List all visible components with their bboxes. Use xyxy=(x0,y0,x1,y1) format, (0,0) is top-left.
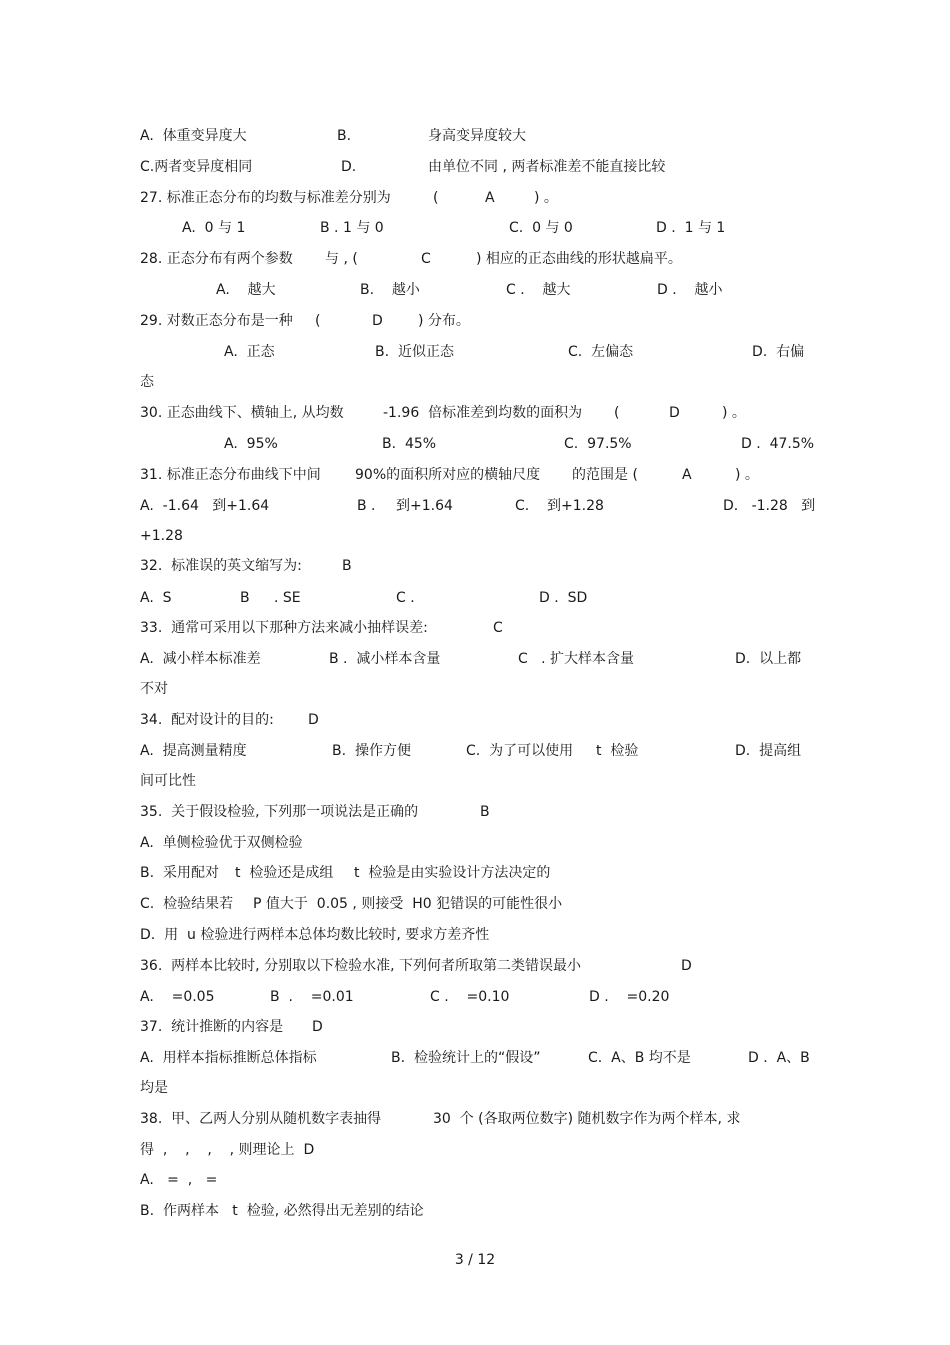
text-line-18-seg-1: A. 减小样本标准差 xyxy=(140,651,261,667)
text-line-2-seg-2: D. xyxy=(341,159,357,175)
text-line-7-seg-4: ) 分布。 xyxy=(418,313,470,329)
text-line-12-seg-4: A xyxy=(682,467,692,483)
text-line-15-seg-1: 32. 标准误的英文缩写为: xyxy=(140,558,302,574)
text-line-16-seg-5: D . SD xyxy=(539,590,588,606)
text-line-25-seg-2: t 检验还是成组 xyxy=(235,865,334,881)
text-line-30-seg-2: D xyxy=(312,1019,323,1035)
text-line-10-seg-1: 30. 正态曲线下、横轴上, 从均数 xyxy=(140,405,344,421)
text-line-13-seg-1: A. -1.64 到+1.64 xyxy=(140,498,270,514)
text-line-31-seg-4: D . A、B xyxy=(748,1050,810,1066)
text-line-5-seg-1: 28. 正态分布有两个参数 xyxy=(140,251,293,267)
text-line-36-seg-1: B. 作两样本 t 检验, 必然得出无差别的结论 xyxy=(140,1203,424,1219)
text-line-8-seg-4: D. 右偏 xyxy=(752,344,805,360)
text-line-1-seg-1: A. 体重变异度大 xyxy=(140,128,247,144)
text-line-11-seg-4: D . 47.5% xyxy=(741,436,815,452)
text-line-15-seg-2: B xyxy=(342,558,352,574)
text-line-16-seg-2: B xyxy=(240,590,250,606)
text-line-5-seg-3: C xyxy=(421,251,431,267)
text-line-23-seg-2: B xyxy=(480,804,490,820)
text-line-7-seg-1: 29. 对数正态分布是一种 xyxy=(140,313,293,329)
text-line-13-seg-5: 到+1.28 xyxy=(547,498,604,514)
text-line-19-seg-1: 不对 xyxy=(140,681,168,697)
text-line-23-seg-1: 35. 关于假设检验, 下列那一项说法是正确的 xyxy=(140,804,419,820)
text-line-11-seg-2: B. 45% xyxy=(382,436,437,452)
text-line-29-seg-3: C . =0.10 xyxy=(430,989,510,1005)
text-line-21-seg-5: D. 提高组 xyxy=(735,743,802,759)
text-line-12-seg-1: 31. 标准正态分布曲线下中间 xyxy=(140,467,321,483)
text-line-20-seg-1: 34. 配对设计的目的: xyxy=(140,712,274,728)
text-line-10-seg-3: ( xyxy=(614,405,620,421)
text-line-6-seg-2: B. 越小 xyxy=(360,282,420,298)
text-line-12-seg-3: 的范围是 ( xyxy=(572,467,638,483)
text-line-6-seg-4: D . 越小 xyxy=(657,282,723,298)
page-number: 3 / 12 xyxy=(454,1252,496,1268)
text-line-3-seg-1: 27. 标准正态分布的均数与标准差分别为 xyxy=(140,190,391,206)
text-line-11-seg-1: A. 95% xyxy=(224,436,278,452)
text-line-3-seg-3: A xyxy=(485,190,495,206)
text-line-11-seg-3: C. 97.5% xyxy=(564,436,632,452)
text-line-34-seg-1: 得 , , , , 则理论上 D xyxy=(140,1142,315,1158)
text-line-21-seg-4: t 检验 xyxy=(596,743,639,759)
text-line-25-seg-1: B. 采用配对 xyxy=(140,865,219,881)
text-line-12-seg-2: 90%的面积所对应的横轴尺度 xyxy=(355,467,541,483)
text-line-21-seg-1: A. 提高测量精度 xyxy=(140,743,247,759)
text-line-1-seg-2: B. xyxy=(337,128,352,144)
text-line-18-seg-3: C . 扩大样本含量 xyxy=(518,651,635,667)
text-line-10-seg-2: -1.96 倍标准差到均数的面积为 xyxy=(383,405,583,421)
text-line-5-seg-4: ) 相应的正态曲线的形状越扁平。 xyxy=(476,251,682,267)
text-line-2-seg-3: 由单位不同 , 两者标准差不能直接比较 xyxy=(428,159,666,175)
text-line-8-seg-3: C. 左偏态 xyxy=(568,344,634,360)
text-line-22-seg-1: 间可比性 xyxy=(140,773,196,789)
text-line-21-seg-2: B. 操作方便 xyxy=(332,743,411,759)
text-line-4-seg-2: B . 1 与 0 xyxy=(320,220,384,236)
text-line-7-seg-2: ( xyxy=(315,313,321,329)
text-line-33-seg-2: 30 个 (各取两位数字) 随机数字作为两个样本, 求 xyxy=(433,1111,741,1127)
text-line-8-seg-1: A. 正态 xyxy=(224,344,275,360)
text-line-31-seg-2: B. 检验统计上的“假设” xyxy=(391,1050,541,1066)
text-line-10-seg-5: ) 。 xyxy=(722,405,746,421)
text-line-12-seg-5: ) 。 xyxy=(735,467,759,483)
text-line-18-seg-4: D. 以上都 xyxy=(735,651,802,667)
text-line-6-seg-1: A. 越大 xyxy=(216,282,276,298)
text-line-1-seg-3: 身高变异度较大 xyxy=(428,128,526,144)
text-line-16-seg-1: A. S xyxy=(140,590,172,606)
text-line-31-seg-3: C. A、B 均不是 xyxy=(588,1050,691,1066)
text-line-21-seg-3: C. 为了可以使用 xyxy=(466,743,574,759)
text-line-5-seg-2: 与 , ( xyxy=(325,251,358,267)
text-line-8-seg-2: B. 近似正态 xyxy=(375,344,454,360)
text-line-10-seg-4: D xyxy=(669,405,680,421)
text-line-13-seg-6: D. -1.28 到 xyxy=(723,498,816,514)
text-line-2-seg-1: C.两者变异度相同 xyxy=(140,159,253,175)
text-line-30-seg-1: 37. 统计推断的内容是 xyxy=(140,1019,284,1035)
text-line-33-seg-1: 38. 甲、乙两人分别从随机数字表抽得 xyxy=(140,1111,382,1127)
text-line-7-seg-3: D xyxy=(372,313,383,329)
text-line-26-seg-2: P 值大于 0.05 , 则接受 H0 犯错误的可能性很小 xyxy=(253,896,563,912)
text-line-28-seg-1: 36. 两样本比较时, 分别取以下检验水准, 下列何者所取第二类错误最小 xyxy=(140,958,581,974)
text-line-29-seg-2: B . =0.01 xyxy=(270,989,354,1005)
text-line-35-seg-1: A. = , = xyxy=(140,1172,218,1188)
text-line-18-seg-2: B . 减小样本含量 xyxy=(329,651,441,667)
text-line-16-seg-3: . SE xyxy=(274,590,301,606)
text-line-24-seg-1: A. 单侧检验优于双侧检验 xyxy=(140,835,303,851)
text-line-32-seg-1: 均是 xyxy=(140,1080,168,1096)
text-line-27-seg-1: D. 用 u 检验进行两样本总体均数比较时, 要求方差齐性 xyxy=(140,927,490,943)
text-line-14-seg-1: +1.28 xyxy=(140,528,183,544)
text-line-4-seg-3: C. 0 与 0 xyxy=(509,220,573,236)
text-line-17-seg-1: 33. 通常可采用以下那种方法来减小抽样误差: xyxy=(140,620,428,636)
text-line-3-seg-2: ( xyxy=(433,190,439,206)
text-line-29-seg-4: D . =0.20 xyxy=(589,989,670,1005)
text-line-13-seg-4: C. xyxy=(515,498,530,514)
text-line-31-seg-1: A. 用样本指标推断总体指标 xyxy=(140,1050,317,1066)
text-line-16-seg-4: C . xyxy=(396,590,415,606)
text-line-3-seg-4: ) 。 xyxy=(534,190,558,206)
text-line-26-seg-1: C. 检验结果若 xyxy=(140,896,234,912)
text-line-29-seg-1: A. =0.05 xyxy=(140,989,215,1005)
text-line-4-seg-1: A. 0 与 1 xyxy=(182,220,246,236)
text-line-28-seg-2: D xyxy=(681,958,692,974)
text-line-9-seg-1: 态 xyxy=(140,374,154,390)
text-line-13-seg-2: B . xyxy=(357,498,376,514)
text-line-20-seg-2: D xyxy=(308,712,319,728)
text-line-6-seg-3: C . 越大 xyxy=(506,282,571,298)
text-line-4-seg-4: D . 1 与 1 xyxy=(656,220,726,236)
text-line-17-seg-2: C xyxy=(493,620,503,636)
text-line-25-seg-3: t 检验是由实验设计方法决定的 xyxy=(354,865,551,881)
text-line-13-seg-3: 到+1.64 xyxy=(396,498,453,514)
